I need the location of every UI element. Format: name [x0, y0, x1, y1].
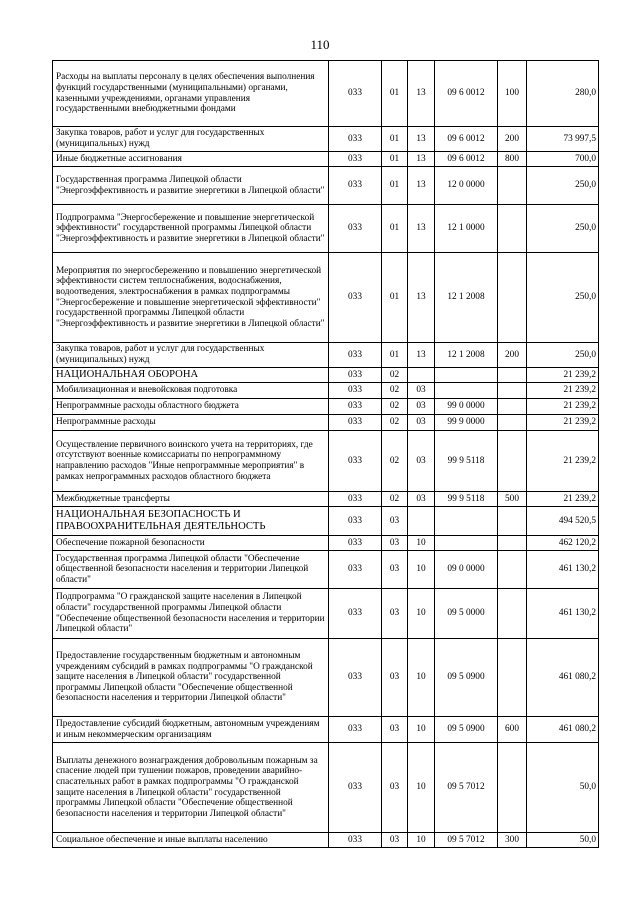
table-row [53, 507, 599, 536]
row-subsection: 10 [408, 551, 435, 589]
row-subsection: 10 [408, 717, 435, 743]
row-expense-type: 300 [498, 833, 527, 848]
row-subsection: 13 [408, 61, 435, 127]
row-target-article: 12 1 2008 [435, 343, 498, 368]
row-target-article: 99 9 0000 [435, 415, 498, 431]
row-grbs: 033 [329, 551, 382, 589]
row-expense-type [498, 205, 527, 253]
row-section: 01 [382, 127, 408, 152]
row-expense-type: 200 [498, 343, 527, 368]
row-name: Социальное обеспечение и иные выплаты населению [53, 833, 329, 848]
row-expense-type [498, 431, 527, 492]
row-target-article: 09 0 0000 [435, 551, 498, 589]
row-section: 03 [382, 743, 408, 833]
row-expense-type [498, 415, 527, 431]
row-section: 03 [382, 833, 408, 848]
row-expense-type [498, 167, 527, 205]
row-amount: 21 239,2 [527, 431, 599, 492]
row-grbs: 033 [329, 589, 382, 639]
row-name: НАЦИОНАЛЬНАЯ БЕЗОПАСНОСТЬ И ПРАВООХРАНИТЕЛЬНАЯ ДЕЯТЕЛЬНОСТЬ [53, 507, 329, 536]
row-target-article: 99 9 5118 [435, 431, 498, 492]
row-section: 03 [382, 551, 408, 589]
row-expense-type: 600 [498, 717, 527, 743]
budget-table [52, 60, 599, 848]
row-section: 03 [382, 507, 408, 536]
row-grbs: 033 [329, 492, 382, 507]
row-name: Иные бюджетные ассигнования [53, 152, 329, 167]
table-row [53, 152, 599, 167]
row-target-article: 09 5 7012 [435, 743, 498, 833]
table-row [53, 383, 599, 399]
row-expense-type: 500 [498, 492, 527, 507]
row-name: НАЦИОНАЛЬНАЯ ОБОРОНА [53, 368, 329, 383]
row-target-article [435, 368, 498, 383]
row-subsection: 10 [408, 589, 435, 639]
row-subsection: 10 [408, 639, 435, 717]
table-row [53, 743, 599, 833]
row-target-article: 12 1 2008 [435, 253, 498, 343]
row-amount: 462 120,2 [527, 536, 599, 551]
row-grbs: 033 [329, 205, 382, 253]
row-expense-type [498, 368, 527, 383]
row-expense-type [498, 551, 527, 589]
row-section: 02 [382, 492, 408, 507]
row-name: Обеспечение пожарной безопасности [53, 536, 329, 551]
row-amount: 700,0 [527, 152, 599, 167]
table-row [53, 205, 599, 253]
row-expense-type [498, 399, 527, 415]
row-amount: 461 080,2 [527, 717, 599, 743]
row-subsection: 10 [408, 833, 435, 848]
table-row [53, 589, 599, 639]
row-grbs: 033 [329, 61, 382, 127]
row-name: Подпрограмма "О гражданской защите населения в Липецкой области" государственной программы Липецкой области "Обеспечение общественной безопасности населения и территории Липецкой области" [53, 589, 329, 639]
row-target-article: 09 6 0012 [435, 127, 498, 152]
row-subsection: 13 [408, 253, 435, 343]
row-grbs: 033 [329, 167, 382, 205]
row-amount: 250,0 [527, 343, 599, 368]
row-target-article: 09 5 0900 [435, 717, 498, 743]
table-row [53, 536, 599, 551]
row-amount: 461 130,2 [527, 551, 599, 589]
row-subsection: 13 [408, 127, 435, 152]
row-grbs: 033 [329, 368, 382, 383]
row-amount: 21 239,2 [527, 368, 599, 383]
row-expense-type [498, 589, 527, 639]
row-name: Предоставление субсидий бюджетным, автономным учреждениям и иным некоммерческим организациям [53, 717, 329, 743]
row-amount: 250,0 [527, 253, 599, 343]
row-target-article: 12 1 0000 [435, 205, 498, 253]
row-name: Государственная программа Липецкой области "Обеспечение общественной безопасности населения и территории Липецкой области" [53, 551, 329, 589]
row-amount: 21 239,2 [527, 383, 599, 399]
row-subsection: 13 [408, 152, 435, 167]
table-row [53, 127, 599, 152]
row-target-article: 09 5 0000 [435, 589, 498, 639]
row-expense-type [498, 253, 527, 343]
row-amount: 280,0 [527, 61, 599, 127]
row-grbs: 033 [329, 717, 382, 743]
row-expense-type: 800 [498, 152, 527, 167]
row-grbs: 033 [329, 536, 382, 551]
row-grbs: 033 [329, 415, 382, 431]
table-row [53, 368, 599, 383]
table-row [53, 639, 599, 717]
row-grbs: 033 [329, 399, 382, 415]
row-subsection: 03 [408, 399, 435, 415]
row-subsection [408, 368, 435, 383]
row-subsection: 03 [408, 492, 435, 507]
table-row [53, 833, 599, 848]
row-section: 02 [382, 399, 408, 415]
table-row [53, 61, 599, 127]
row-expense-type: 200 [498, 127, 527, 152]
table-row [53, 415, 599, 431]
row-section: 03 [382, 717, 408, 743]
table-row [53, 167, 599, 205]
row-grbs: 033 [329, 152, 382, 167]
row-section: 02 [382, 368, 408, 383]
row-subsection: 13 [408, 343, 435, 368]
row-section: 01 [382, 152, 408, 167]
row-expense-type [498, 743, 527, 833]
row-subsection: 03 [408, 383, 435, 399]
row-section: 01 [382, 167, 408, 205]
row-amount: 461 080,2 [527, 639, 599, 717]
row-grbs: 033 [329, 507, 382, 536]
row-name: Непрограммные расходы областного бюджета [53, 399, 329, 415]
row-name: Закупка товаров, работ и услуг для государственных (муниципальных) нужд [53, 343, 329, 368]
row-expense-type: 100 [498, 61, 527, 127]
row-name: Осуществление первичного воинского учета на территориях, где отсутствуют военные комиссариаты по непрограммному направлению расходов "Иные непрограммные мероприятия" в рамках непрограммных расходов областного бюджета [53, 431, 329, 492]
row-section: 02 [382, 383, 408, 399]
row-amount: 461 130,2 [527, 589, 599, 639]
row-name: Расходы на выплаты персоналу в целях обеспечения выполнения функций государственными (муниципальными) органами, казенными учреждениями, органами управления государственными внебюджетными фондами [53, 61, 329, 127]
row-grbs: 033 [329, 639, 382, 717]
row-name: Государственная программа Липецкой области "Энергоэффективность и развитие энергетики в Липецкой области" [53, 167, 329, 205]
row-name: Межбюджетные трансферты [53, 492, 329, 507]
row-subsection: 13 [408, 205, 435, 253]
row-section: 01 [382, 61, 408, 127]
row-target-article: 99 9 5118 [435, 492, 498, 507]
row-target-article: 09 6 0012 [435, 61, 498, 127]
page-number: 110 [310, 37, 330, 52]
row-name: Подпрограмма "Энергосбережение и повышение энергетической эффективности" государственной программы Липецкой области "Энергоэффективность и развитие энергетики в Липецкой области" [53, 205, 329, 253]
row-section: 03 [382, 589, 408, 639]
row-section: 01 [382, 253, 408, 343]
row-expense-type [498, 507, 527, 536]
table-row [53, 551, 599, 589]
row-name: Предоставление государственным бюджетным и автономным учреждениям субсидий в рамках подпрограммы "О гражданской защите населения в Липецкой области" государственной программы Липецкой области "Обеспечение общественной безопасности населения и территории Липецкой области" [53, 639, 329, 717]
row-amount: 21 239,2 [527, 399, 599, 415]
row-amount: 494 520,5 [527, 507, 599, 536]
row-target-article: 12 0 0000 [435, 167, 498, 205]
row-section: 01 [382, 205, 408, 253]
row-amount: 250,0 [527, 167, 599, 205]
row-subsection: 10 [408, 743, 435, 833]
row-amount: 21 239,2 [527, 492, 599, 507]
row-section: 02 [382, 415, 408, 431]
row-target-article: 99 0 0000 [435, 399, 498, 415]
row-subsection: 13 [408, 167, 435, 205]
row-target-article: 09 5 7012 [435, 833, 498, 848]
row-target-article [435, 383, 498, 399]
row-subsection: 03 [408, 415, 435, 431]
row-name: Закупка товаров, работ и услуг для государственных (муниципальных) нужд [53, 127, 329, 152]
table-row [53, 717, 599, 743]
row-grbs: 033 [329, 127, 382, 152]
table-row [53, 399, 599, 415]
row-section: 02 [382, 431, 408, 492]
row-subsection: 10 [408, 536, 435, 551]
row-name: Мероприятия по энергосбережению и повышению энергетической эффективности систем теплоснабжения, водоснабжения, водоотведения, электроснабжения в рамках подпрограммы "Энергосбережение и повышение энергетической эффективности" государственной программы Липецкой области "Энергоэффективность и развитие энергетики в Липецкой области" [53, 253, 329, 343]
row-amount: 50,0 [527, 833, 599, 848]
row-grbs: 033 [329, 343, 382, 368]
row-expense-type [498, 383, 527, 399]
row-target-article: 09 5 0900 [435, 639, 498, 717]
row-amount: 50,0 [527, 743, 599, 833]
row-grbs: 033 [329, 431, 382, 492]
row-target-article [435, 536, 498, 551]
row-amount: 250,0 [527, 205, 599, 253]
row-name: Мобилизационная и вневойсковая подготовка [53, 383, 329, 399]
table-row [53, 431, 599, 492]
row-target-article: 09 6 0012 [435, 152, 498, 167]
row-target-article [435, 507, 498, 536]
row-grbs: 033 [329, 253, 382, 343]
row-section: 03 [382, 639, 408, 717]
row-expense-type [498, 536, 527, 551]
table-row [53, 492, 599, 507]
row-grbs: 033 [329, 743, 382, 833]
row-grbs: 033 [329, 383, 382, 399]
row-name: Выплаты денежного вознаграждения добровольным пожарным за спасение людей при тушении пожаров, проведении аварийно-спасательных работ в рамках подпрограммы "О гражданской защите населения в Липецкой области" государственной программы Липецкой области "Обеспечение общественной безопасности населения и территории Липецкой области" [53, 743, 329, 833]
row-expense-type [498, 639, 527, 717]
row-section: 03 [382, 536, 408, 551]
table-row [53, 253, 599, 343]
row-subsection [408, 507, 435, 536]
row-amount: 21 239,2 [527, 415, 599, 431]
row-name: Непрограммные расходы [53, 415, 329, 431]
row-subsection: 03 [408, 431, 435, 492]
row-section: 01 [382, 343, 408, 368]
table-row [53, 343, 599, 368]
row-amount: 73 997,5 [527, 127, 599, 152]
row-grbs: 033 [329, 833, 382, 848]
